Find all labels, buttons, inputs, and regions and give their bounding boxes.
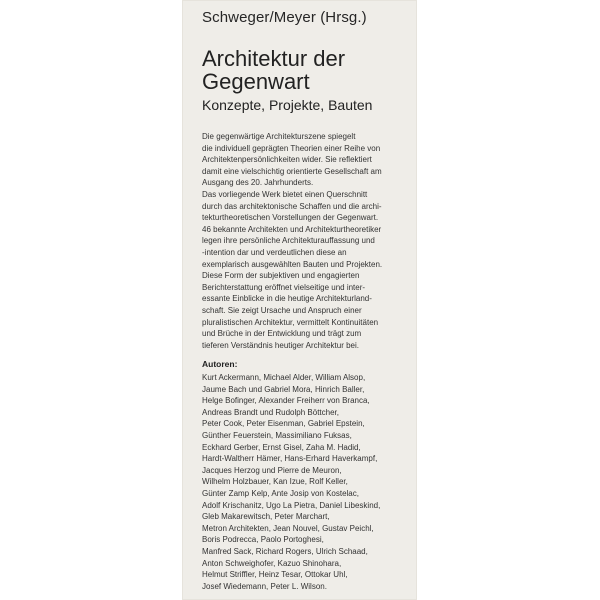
description-line: damit eine vielschichtig orientierte Gesellschaft am xyxy=(202,166,382,176)
author-line: Hardt-Waltherr Hämer, Hans-Erhard Haverkampf, xyxy=(202,454,378,464)
description-line: legen ihre persönliche Architekturauffassung und xyxy=(202,236,375,246)
description-line: 46 bekannte Architekten und Architekturtheoretiker xyxy=(202,224,382,234)
book-flap xyxy=(182,0,417,600)
description-line: tieferen Verständnis heutiger Architektur bei. xyxy=(202,340,359,350)
author-line: Peter Cook, Peter Eisenman, Gabriel Epstein, xyxy=(202,419,365,429)
description-line: pluralistischen Architektur, vermittelt Kontinuitäten xyxy=(202,317,379,327)
description-line: Diese Form der subjektiven und engagierten xyxy=(202,271,360,281)
description-line: schaft. Sie zeigt Ursache und Anspruch einer xyxy=(202,305,362,315)
description-line: Architektenpersönlichkeiten wider. Sie reflektiert xyxy=(202,155,372,165)
description-line: exemplarisch ausgewählten Bauten und Projekten. xyxy=(202,259,383,269)
book-subtitle: Konzepte, Projekte, Bauten xyxy=(202,97,373,113)
author-line: Boris Podrecca, Paolo Portoghesi, xyxy=(202,535,324,545)
author-line: Wilhelm Holzbauer, Kan Izue, Rolf Keller, xyxy=(202,477,348,487)
author-line: Josef Wiedemann, Peter L. Wilson. xyxy=(202,581,327,591)
description-line: und Brüche in der Entwicklung und trägt zum xyxy=(202,329,362,339)
description-line: durch das architektonische Schaffen und die archi- xyxy=(202,201,382,211)
description-line: essante Einblicke in die heutige Architekturland- xyxy=(202,294,372,304)
author-line: Metron Architekten, Jean Nouvel, Gustav Peichl, xyxy=(202,523,374,533)
author-line: Helmut Striffler, Heinz Tesar, Ottokar Uhl, xyxy=(202,570,348,580)
book-title xyxy=(202,47,345,93)
description-line: Berichterstattung eröffnet vielseitige und inter- xyxy=(202,282,366,292)
description-line: -intention dar und verdeutlichen diese an xyxy=(202,247,347,257)
description-line: Die gegenwärtige Architekturszene spiegelt xyxy=(202,132,356,141)
author-line: Eckhard Gerber, Ernst Gisel, Zaha M. Hadid, xyxy=(202,442,361,452)
author-line: Helge Bofinger, Alexander Freiherr von Branca, xyxy=(202,396,370,406)
title-line-1: Architektur der xyxy=(202,46,346,71)
author-line: Jacques Herzog und Pierre de Meuron, xyxy=(202,465,342,475)
authors-heading: Autoren: xyxy=(202,359,238,369)
description-line: tekturtheoretischen Vorstellungen der Gegenwart. xyxy=(202,213,379,223)
description-line: die individuell geprägten Theorien einer Reihe von xyxy=(202,143,381,153)
author-line: Kurt Ackermann, Michael Alder, William Alsop, xyxy=(202,373,366,382)
author-line: Günther Feuerstein, Massimiliano Fuksas, xyxy=(202,430,352,440)
author-line: Anton Schweighofer, Kazuo Shinohara, xyxy=(202,558,342,568)
description-line: Das vorliegende Werk bietet einen Querschnitt xyxy=(202,189,368,199)
author-line: Günter Zamp Kelp, Ante Josip von Kostelac, xyxy=(202,488,359,498)
author-line: Andreas Brandt und Rudolph Böttcher, xyxy=(202,407,339,417)
title-line-2: Gegenwart xyxy=(202,69,310,94)
author-line: Gleb Makarewitsch, Peter Marchart, xyxy=(202,512,330,522)
authors-list xyxy=(202,372,414,592)
author-line: Adolf Krischanitz, Ugo La Pietra, Daniel Libeskind, xyxy=(202,500,381,510)
author-line: Manfred Sack, Richard Rogers, Ulrich Schaad, xyxy=(202,546,368,556)
description-line: Ausgang des 20. Jahrhunderts. xyxy=(202,178,314,188)
author-line: Jaume Bach und Gabriel Mora, Hinrich Baller, xyxy=(202,384,365,394)
description-text xyxy=(202,131,412,351)
editors-line: Schweger/Meyer (Hrsg.) xyxy=(202,9,367,26)
